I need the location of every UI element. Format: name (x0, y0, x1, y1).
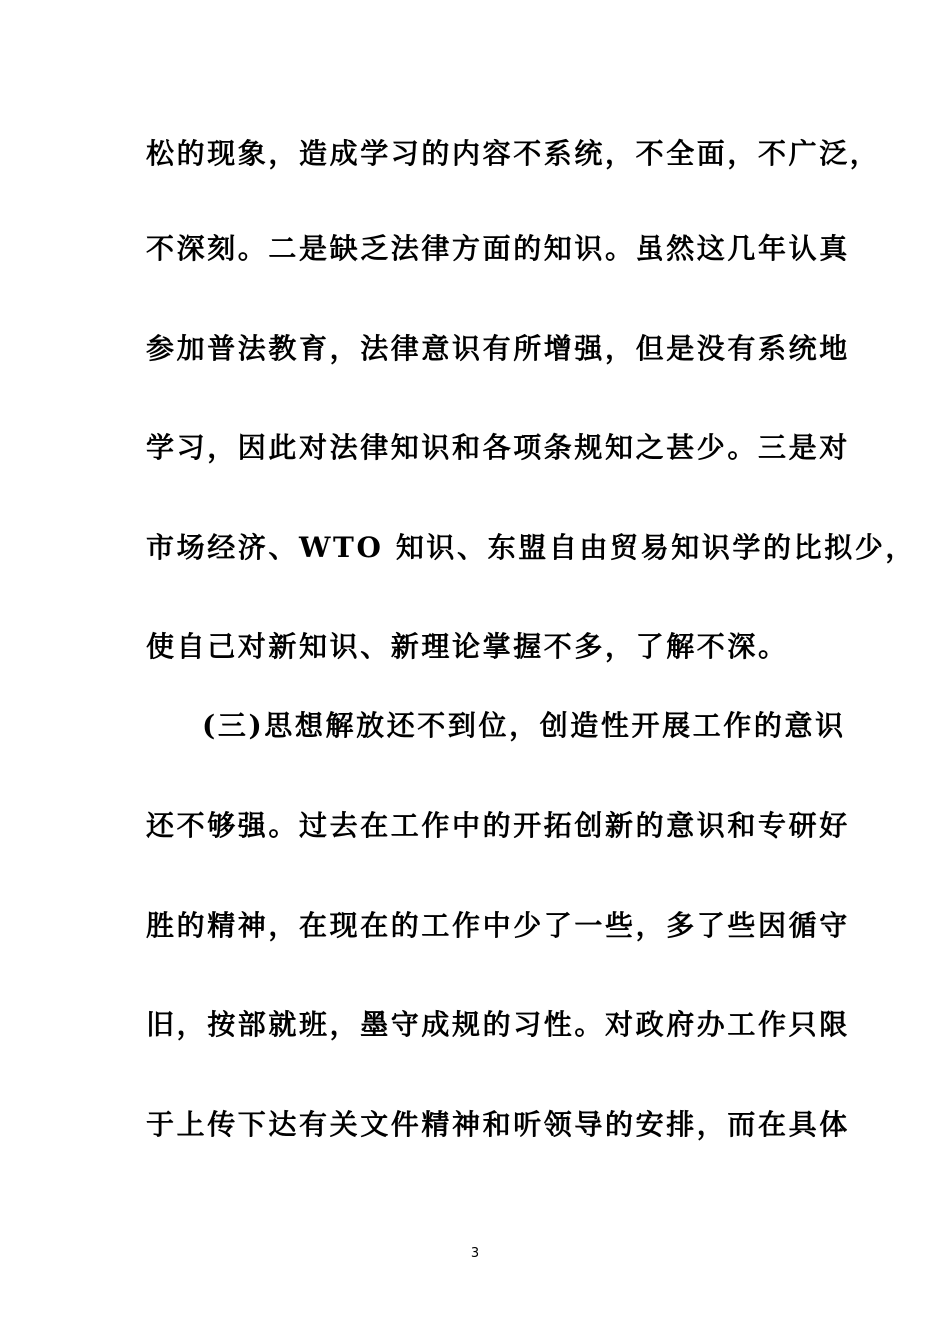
text-line-1: 松的现象，造成学习的内容不系统，不全面，不广泛， (146, 137, 881, 170)
text-line-3: 参加普法教育，法律意识有所增强，但是没有系统地 (146, 332, 850, 365)
text-line-10: 旧，按部就班，墨守成规的习性。对政府办工作只限 (146, 1008, 850, 1041)
text-line-5: 市场经济、WTO 知识、东盟自由贸易知识学的比拟少， (146, 531, 917, 564)
section-heading-3: (三)思想解放还不到位，创造性开展工作的意识 (202, 709, 846, 742)
text-line-9: 胜的精神，在现在的工作中少了一些，多了些因循守 (146, 909, 850, 942)
text-line-8: 还不够强。过去在工作中的开拓创新的意识和专研好 (146, 809, 850, 842)
text-line-11: 于上传下达有关文件精神和听领导的安排，而在具体 (146, 1108, 850, 1141)
text-line-4: 学习，因此对法律知识和各项条规知之甚少。三是对 (146, 431, 850, 464)
text-line-2: 不深刻。二是缺乏法律方面的知识。虽然这几年认真 (146, 232, 850, 265)
page-number: 3 (470, 1246, 480, 1261)
text-line-6: 使自己对新知识、新理论掌握不多，了解不深。 (146, 630, 789, 663)
